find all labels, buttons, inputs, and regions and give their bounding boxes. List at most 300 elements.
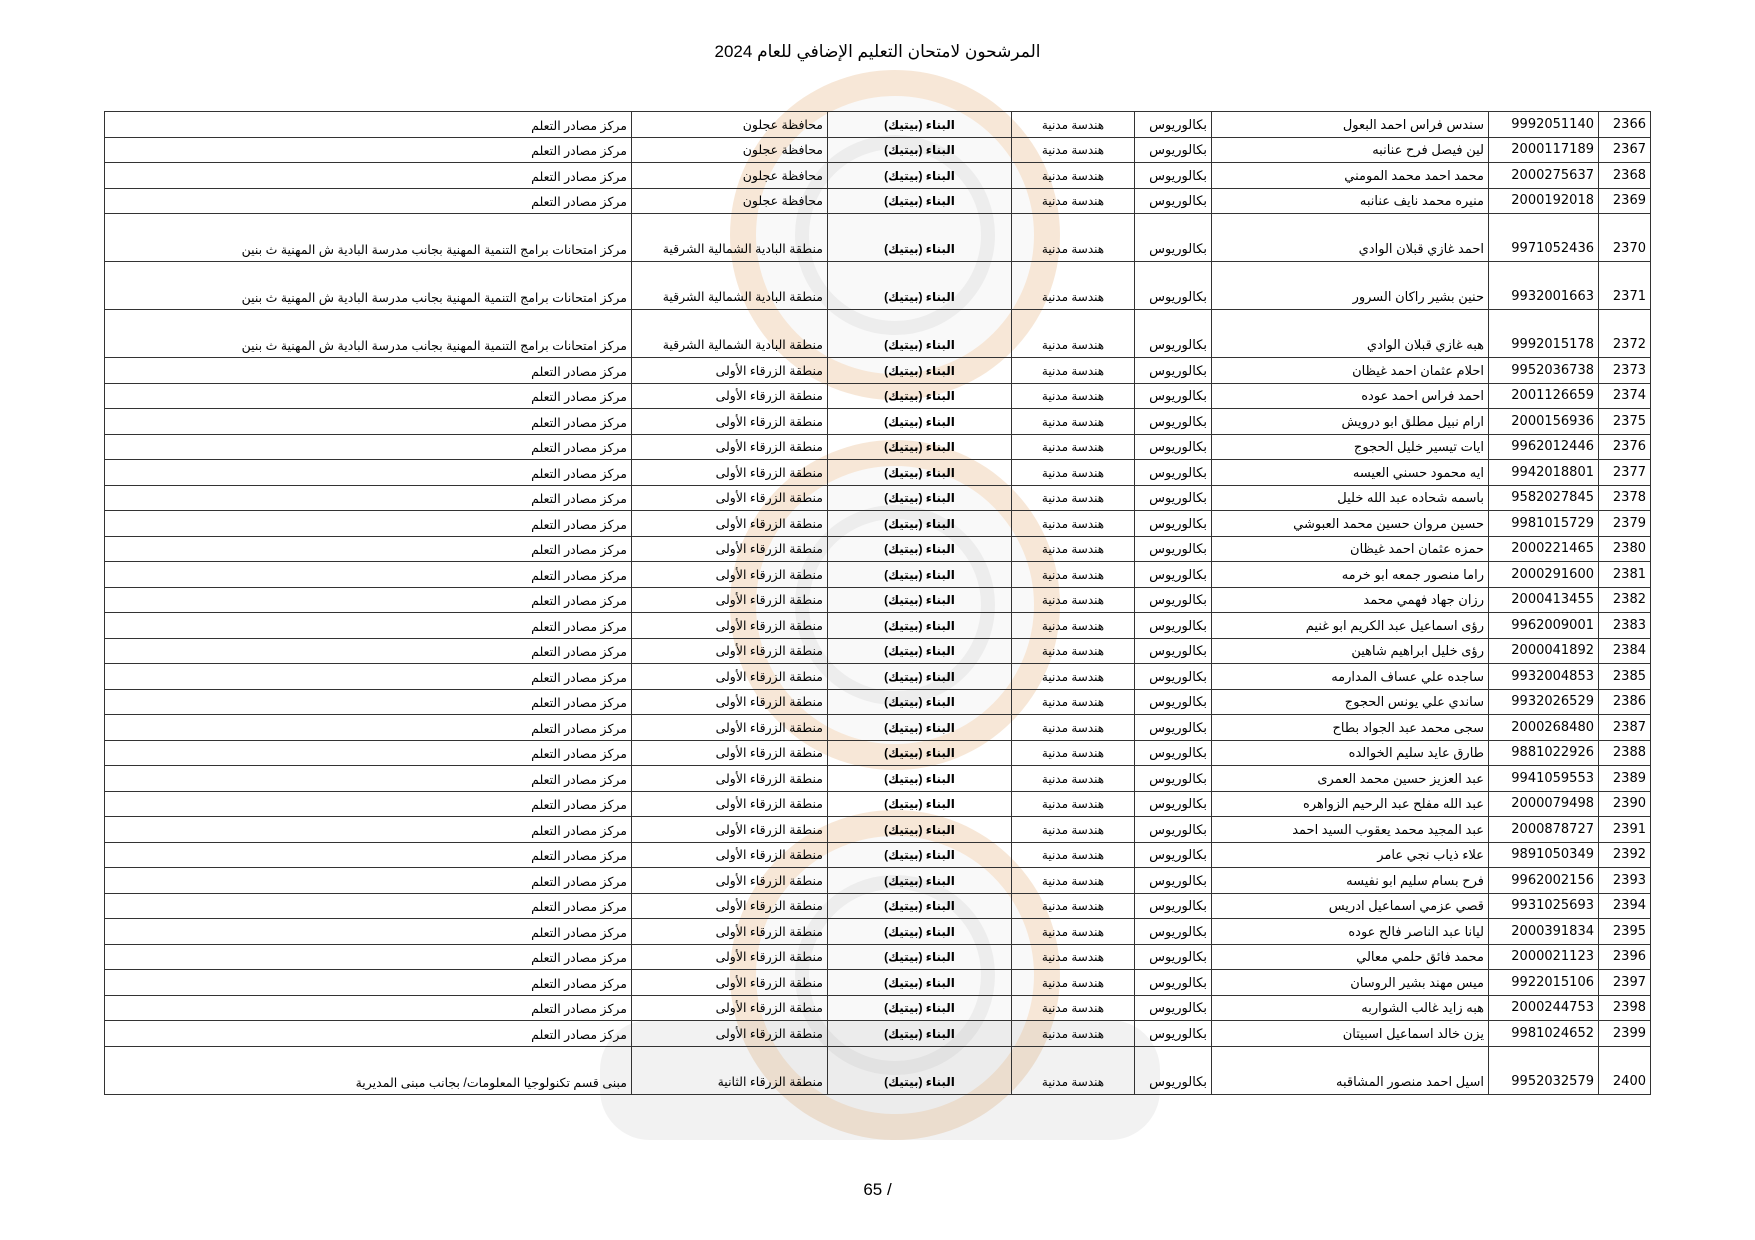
candidate-name-cell: احلام عثمان احمد غيظان xyxy=(1212,358,1489,384)
directorate-cell: محافظة عجلون xyxy=(632,188,828,214)
specialization-cell: البناء (بيتيك) xyxy=(828,893,1012,919)
exam-location-cell: مركز مصادر التعلم xyxy=(105,587,632,613)
directorate-cell: محافظة عجلون xyxy=(632,163,828,189)
specialization-cell: البناء (بيتيك) xyxy=(828,664,1012,690)
exam-location-cell: مركز مصادر التعلم xyxy=(105,893,632,919)
table-row xyxy=(105,188,1651,214)
degree-cell: بكالوريوس xyxy=(1135,842,1212,868)
directorate-cell: منطقة الزرقاء الأولى xyxy=(632,995,828,1021)
candidate-name-cell: لين فيصل فرح عنانبه xyxy=(1212,137,1489,163)
specialization-cell: البناء (بيتيك) xyxy=(828,587,1012,613)
exam-location-cell: مركز مصادر التعلم xyxy=(105,689,632,715)
directorate-cell: منطقة الزرقاء الأولى xyxy=(632,689,828,715)
directorate-cell: منطقة الزرقاء الأولى xyxy=(632,536,828,562)
seat-number-cell: 9922015106 xyxy=(1489,970,1599,996)
table-row xyxy=(105,485,1651,511)
major-cell: هندسة مدنية xyxy=(1012,766,1135,792)
directorate-cell: منطقة الزرقاء الأولى xyxy=(632,383,828,409)
specialization-cell: البناء (بيتيك) xyxy=(828,1046,1012,1094)
page-title: المرشحون لامتحان التعليم الإضافي للعام 2024 xyxy=(714,42,1041,61)
degree-cell: بكالوريوس xyxy=(1135,214,1212,262)
exam-location-cell: مركز مصادر التعلم xyxy=(105,970,632,996)
specialization-cell: البناء (بيتيك) xyxy=(828,536,1012,562)
degree-cell: بكالوريوس xyxy=(1135,262,1212,310)
major-cell: هندسة مدنية xyxy=(1012,536,1135,562)
row-index-cell: 2374 xyxy=(1599,383,1651,409)
major-cell: هندسة مدنية xyxy=(1012,919,1135,945)
seat-number-cell: 9962012446 xyxy=(1489,434,1599,460)
table-row xyxy=(105,536,1651,562)
directorate-cell: منطقة الزرقاء الأولى xyxy=(632,842,828,868)
specialization-cell: البناء (بيتيك) xyxy=(828,638,1012,664)
degree-cell: بكالوريوس xyxy=(1135,485,1212,511)
candidate-name-cell: راما منصور جمعه ابو خرمه xyxy=(1212,562,1489,588)
candidate-name-cell: حسين مروان حسين محمد العبوشي xyxy=(1212,511,1489,537)
exam-location-cell: مركز مصادر التعلم xyxy=(105,188,632,214)
directorate-cell: منطقة الزرقاء الأولى xyxy=(632,944,828,970)
directorate-cell: منطقة الزرقاء الأولى xyxy=(632,766,828,792)
seat-number-cell: 9962002156 xyxy=(1489,868,1599,894)
candidate-name-cell: ساندي علي يونس الحجوج xyxy=(1212,689,1489,715)
table-row xyxy=(105,409,1651,435)
table-row xyxy=(105,766,1651,792)
candidate-name-cell: ليانا عبد الناصر فالح عوده xyxy=(1212,919,1489,945)
exam-location-cell: مركز مصادر التعلم xyxy=(105,766,632,792)
directorate-cell: منطقة الزرقاء الأولى xyxy=(632,740,828,766)
candidate-name-cell: احمد فراس احمد عوده xyxy=(1212,383,1489,409)
directorate-cell: منطقة الزرقاء الأولى xyxy=(632,613,828,639)
seat-number-cell: 9891050349 xyxy=(1489,842,1599,868)
seat-number-cell: 9931025693 xyxy=(1489,893,1599,919)
seat-number-cell: 2001126659 xyxy=(1489,383,1599,409)
major-cell: هندسة مدنية xyxy=(1012,434,1135,460)
candidate-name-cell: ساجده علي عساف المدارمه xyxy=(1212,664,1489,690)
directorate-cell: منطقة الزرقاء الأولى xyxy=(632,460,828,486)
candidate-name-cell: رزان جهاد فهمي محمد xyxy=(1212,587,1489,613)
seat-number-cell: 9971052436 xyxy=(1489,214,1599,262)
major-cell: هندسة مدنية xyxy=(1012,112,1135,138)
seat-number-cell: 2000878727 xyxy=(1489,817,1599,843)
degree-cell: بكالوريوس xyxy=(1135,689,1212,715)
table-row xyxy=(105,434,1651,460)
directorate-cell: محافظة عجلون xyxy=(632,137,828,163)
row-index-cell: 2395 xyxy=(1599,919,1651,945)
directorate-cell: منطقة الزرقاء الأولى xyxy=(632,358,828,384)
table-row xyxy=(105,1021,1651,1047)
directorate-cell: منطقة الزرقاء الأولى xyxy=(632,485,828,511)
specialization-cell: البناء (بيتيك) xyxy=(828,995,1012,1021)
candidate-name-cell: هبه زايد غالب الشواربه xyxy=(1212,995,1489,1021)
row-index-cell: 2368 xyxy=(1599,163,1651,189)
row-index-cell: 2383 xyxy=(1599,613,1651,639)
row-index-cell: 2366 xyxy=(1599,112,1651,138)
candidate-name-cell: حمزه عثمان احمد غيظان xyxy=(1212,536,1489,562)
degree-cell: بكالوريوس xyxy=(1135,715,1212,741)
table-row xyxy=(105,995,1651,1021)
directorate-cell: منطقة البادية الشمالية الشرقية xyxy=(632,262,828,310)
major-cell: هندسة مدنية xyxy=(1012,893,1135,919)
seat-number-cell: 9952036738 xyxy=(1489,358,1599,384)
candidate-name-cell: ايه محمود حسني العيسه xyxy=(1212,460,1489,486)
specialization-cell: البناء (بيتيك) xyxy=(828,817,1012,843)
exam-location-cell: مركز مصادر التعلم xyxy=(105,868,632,894)
exam-location-cell: مركز مصادر التعلم xyxy=(105,817,632,843)
seat-number-cell: 2000079498 xyxy=(1489,791,1599,817)
row-index-cell: 2378 xyxy=(1599,485,1651,511)
row-index-cell: 2388 xyxy=(1599,740,1651,766)
exam-location-cell: مركز مصادر التعلم xyxy=(105,919,632,945)
candidate-name-cell: قصي عزمي اسماعيل ادريس xyxy=(1212,893,1489,919)
exam-location-cell: مركز مصادر التعلم xyxy=(105,715,632,741)
table-body xyxy=(105,112,1651,1095)
row-index-cell: 2377 xyxy=(1599,460,1651,486)
degree-cell: بكالوريوس xyxy=(1135,740,1212,766)
major-cell: هندسة مدنية xyxy=(1012,842,1135,868)
major-cell: هندسة مدنية xyxy=(1012,817,1135,843)
directorate-cell: منطقة الزرقاء الأولى xyxy=(632,511,828,537)
major-cell: هندسة مدنية xyxy=(1012,409,1135,435)
seat-number-cell: 9952032579 xyxy=(1489,1046,1599,1094)
specialization-cell: البناء (بيتيك) xyxy=(828,689,1012,715)
candidate-name-cell: محمد فائق حلمي معالي xyxy=(1212,944,1489,970)
seat-number-cell: 2000156936 xyxy=(1489,409,1599,435)
row-index-cell: 2375 xyxy=(1599,409,1651,435)
degree-cell: بكالوريوس xyxy=(1135,944,1212,970)
seat-number-cell: 9981024652 xyxy=(1489,1021,1599,1047)
table-row xyxy=(105,791,1651,817)
candidate-name-cell: ايات تيسير خليل الحجوج xyxy=(1212,434,1489,460)
table-row xyxy=(105,842,1651,868)
row-index-cell: 2392 xyxy=(1599,842,1651,868)
specialization-cell: البناء (بيتيك) xyxy=(828,163,1012,189)
seat-number-cell: 9992051140 xyxy=(1489,112,1599,138)
exam-location-cell: مركز مصادر التعلم xyxy=(105,562,632,588)
degree-cell: بكالوريوس xyxy=(1135,613,1212,639)
specialization-cell: البناء (بيتيك) xyxy=(828,310,1012,358)
candidate-name-cell: منيره محمد نايف عنانبه xyxy=(1212,188,1489,214)
row-index-cell: 2391 xyxy=(1599,817,1651,843)
exam-location-cell: مركز امتحانات برامج التنمية المهنية بجانب مدرسة البادية ش المهنية ث بنين xyxy=(105,310,632,358)
seat-number-cell: 9881022926 xyxy=(1489,740,1599,766)
major-cell: هندسة مدنية xyxy=(1012,137,1135,163)
specialization-cell: البناء (بيتيك) xyxy=(828,358,1012,384)
candidate-name-cell: حنين بشير راكان السرور xyxy=(1212,262,1489,310)
page-number: 65 / xyxy=(863,1180,892,1199)
specialization-cell: البناء (بيتيك) xyxy=(828,613,1012,639)
table-row xyxy=(105,460,1651,486)
candidate-name-cell: فرح بسام سليم ابو نفيسه xyxy=(1212,868,1489,894)
degree-cell: بكالوريوس xyxy=(1135,536,1212,562)
specialization-cell: البناء (بيتيك) xyxy=(828,791,1012,817)
degree-cell: بكالوريوس xyxy=(1135,358,1212,384)
directorate-cell: منطقة الزرقاء الأولى xyxy=(632,409,828,435)
degree-cell: بكالوريوس xyxy=(1135,791,1212,817)
degree-cell: بكالوريوس xyxy=(1135,664,1212,690)
directorate-cell: منطقة الزرقاء الأولى xyxy=(632,970,828,996)
degree-cell: بكالوريوس xyxy=(1135,434,1212,460)
table-row xyxy=(105,163,1651,189)
candidate-name-cell: يزن خالد اسماعيل اسبيتان xyxy=(1212,1021,1489,1047)
major-cell: هندسة مدنية xyxy=(1012,664,1135,690)
table-row xyxy=(105,740,1651,766)
candidate-name-cell: اسيل احمد منصور المشاقبه xyxy=(1212,1046,1489,1094)
exam-location-cell: مركز مصادر التعلم xyxy=(105,842,632,868)
major-cell: هندسة مدنية xyxy=(1012,262,1135,310)
directorate-cell: منطقة الزرقاء الأولى xyxy=(632,1021,828,1047)
specialization-cell: البناء (بيتيك) xyxy=(828,188,1012,214)
degree-cell: بكالوريوس xyxy=(1135,817,1212,843)
exam-location-cell: مركز مصادر التعلم xyxy=(105,511,632,537)
row-index-cell: 2398 xyxy=(1599,995,1651,1021)
table-row xyxy=(105,137,1651,163)
exam-location-cell: مركز مصادر التعلم xyxy=(105,1021,632,1047)
seat-number-cell: 2000192018 xyxy=(1489,188,1599,214)
table-row xyxy=(105,893,1651,919)
exam-location-cell: مركز مصادر التعلم xyxy=(105,944,632,970)
degree-cell: بكالوريوس xyxy=(1135,638,1212,664)
row-index-cell: 2379 xyxy=(1599,511,1651,537)
exam-location-cell: مركز امتحانات برامج التنمية المهنية بجانب مدرسة البادية ش المهنية ث بنين xyxy=(105,262,632,310)
row-index-cell: 2376 xyxy=(1599,434,1651,460)
candidates-table-container xyxy=(104,111,1650,1095)
degree-cell: بكالوريوس xyxy=(1135,188,1212,214)
exam-location-cell: مركز مصادر التعلم xyxy=(105,409,632,435)
exam-location-cell: مركز مصادر التعلم xyxy=(105,638,632,664)
seat-number-cell: 9992015178 xyxy=(1489,310,1599,358)
specialization-cell: البناء (بيتيك) xyxy=(828,919,1012,945)
directorate-cell: منطقة الزرقاء الأولى xyxy=(632,562,828,588)
row-index-cell: 2369 xyxy=(1599,188,1651,214)
row-index-cell: 2389 xyxy=(1599,766,1651,792)
degree-cell: بكالوريوس xyxy=(1135,893,1212,919)
major-cell: هندسة مدنية xyxy=(1012,970,1135,996)
degree-cell: بكالوريوس xyxy=(1135,310,1212,358)
specialization-cell: البناء (بيتيك) xyxy=(828,562,1012,588)
degree-cell: بكالوريوس xyxy=(1135,562,1212,588)
row-index-cell: 2399 xyxy=(1599,1021,1651,1047)
major-cell: هندسة مدنية xyxy=(1012,587,1135,613)
seat-number-cell: 9941059553 xyxy=(1489,766,1599,792)
candidate-name-cell: سندس فراس احمد البعول xyxy=(1212,112,1489,138)
directorate-cell: منطقة الزرقاء الأولى xyxy=(632,664,828,690)
specialization-cell: البناء (بيتيك) xyxy=(828,409,1012,435)
specialization-cell: البناء (بيتيك) xyxy=(828,868,1012,894)
degree-cell: بكالوريوس xyxy=(1135,383,1212,409)
table-row xyxy=(105,664,1651,690)
degree-cell: بكالوريوس xyxy=(1135,511,1212,537)
row-index-cell: 2373 xyxy=(1599,358,1651,384)
seat-number-cell: 9932026529 xyxy=(1489,689,1599,715)
degree-cell: بكالوريوس xyxy=(1135,460,1212,486)
seat-number-cell: 9932004853 xyxy=(1489,664,1599,690)
specialization-cell: البناء (بيتيك) xyxy=(828,137,1012,163)
directorate-cell: منطقة الزرقاء الأولى xyxy=(632,817,828,843)
exam-location-cell: مركز مصادر التعلم xyxy=(105,137,632,163)
degree-cell: بكالوريوس xyxy=(1135,163,1212,189)
candidate-name-cell: عبد الله مفلح عبد الرحيم الزواهره xyxy=(1212,791,1489,817)
directorate-cell: منطقة الزرقاء الأولى xyxy=(632,919,828,945)
table-row xyxy=(105,689,1651,715)
directorate-cell: محافظة عجلون xyxy=(632,112,828,138)
row-index-cell: 2394 xyxy=(1599,893,1651,919)
major-cell: هندسة مدنية xyxy=(1012,868,1135,894)
row-index-cell: 2381 xyxy=(1599,562,1651,588)
major-cell: هندسة مدنية xyxy=(1012,511,1135,537)
major-cell: هندسة مدنية xyxy=(1012,460,1135,486)
row-index-cell: 2400 xyxy=(1599,1046,1651,1094)
exam-location-cell: مركز مصادر التعلم xyxy=(105,613,632,639)
specialization-cell: البناء (بيتيك) xyxy=(828,383,1012,409)
major-cell: هندسة مدنية xyxy=(1012,791,1135,817)
row-index-cell: 2367 xyxy=(1599,137,1651,163)
degree-cell: بكالوريوس xyxy=(1135,112,1212,138)
table-row xyxy=(105,868,1651,894)
directorate-cell: منطقة الزرقاء الأولى xyxy=(632,715,828,741)
specialization-cell: البناء (بيتيك) xyxy=(828,112,1012,138)
table-row xyxy=(105,638,1651,664)
row-index-cell: 2385 xyxy=(1599,664,1651,690)
table-row xyxy=(105,262,1651,310)
candidate-name-cell: رؤى اسماعيل عبد الكريم ابو غنيم xyxy=(1212,613,1489,639)
exam-location-cell: مركز مصادر التعلم xyxy=(105,664,632,690)
table-row xyxy=(105,587,1651,613)
exam-location-cell: مركز مصادر التعلم xyxy=(105,358,632,384)
seat-number-cell: 9932001663 xyxy=(1489,262,1599,310)
seat-number-cell: 2000021123 xyxy=(1489,944,1599,970)
seat-number-cell: 2000268480 xyxy=(1489,715,1599,741)
seat-number-cell: 2000117189 xyxy=(1489,137,1599,163)
degree-cell: بكالوريوس xyxy=(1135,766,1212,792)
table-row xyxy=(105,383,1651,409)
candidates-table xyxy=(104,111,1651,1095)
degree-cell: بكالوريوس xyxy=(1135,1046,1212,1094)
row-index-cell: 2387 xyxy=(1599,715,1651,741)
candidate-name-cell: ميس مهند بشير الروسان xyxy=(1212,970,1489,996)
degree-cell: بكالوريوس xyxy=(1135,409,1212,435)
major-cell: هندسة مدنية xyxy=(1012,562,1135,588)
major-cell: هندسة مدنية xyxy=(1012,1046,1135,1094)
directorate-cell: منطقة الزرقاء الأولى xyxy=(632,791,828,817)
exam-location-cell: مركز مصادر التعلم xyxy=(105,383,632,409)
row-index-cell: 2371 xyxy=(1599,262,1651,310)
major-cell: هندسة مدنية xyxy=(1012,163,1135,189)
seat-number-cell: 9942018801 xyxy=(1489,460,1599,486)
table-row xyxy=(105,310,1651,358)
table-row xyxy=(105,1046,1651,1094)
seat-number-cell: 2000041892 xyxy=(1489,638,1599,664)
directorate-cell: منطقة الزرقاء الأولى xyxy=(632,638,828,664)
specialization-cell: البناء (بيتيك) xyxy=(828,460,1012,486)
specialization-cell: البناء (بيتيك) xyxy=(828,262,1012,310)
table-row xyxy=(105,944,1651,970)
exam-location-cell: مركز مصادر التعلم xyxy=(105,740,632,766)
seat-number-cell: 2000221465 xyxy=(1489,536,1599,562)
candidate-name-cell: رؤى خليل ابراهيم شاهين xyxy=(1212,638,1489,664)
exam-location-cell: مركز مصادر التعلم xyxy=(105,995,632,1021)
seat-number-cell: 9981015729 xyxy=(1489,511,1599,537)
table-row xyxy=(105,613,1651,639)
specialization-cell: البناء (بيتيك) xyxy=(828,944,1012,970)
seat-number-cell: 9962009001 xyxy=(1489,613,1599,639)
specialization-cell: البناء (بيتيك) xyxy=(828,511,1012,537)
candidate-name-cell: علاء ذياب نجي عامر xyxy=(1212,842,1489,868)
row-index-cell: 2382 xyxy=(1599,587,1651,613)
row-index-cell: 2370 xyxy=(1599,214,1651,262)
directorate-cell: منطقة الزرقاء الأولى xyxy=(632,434,828,460)
table-row xyxy=(105,358,1651,384)
specialization-cell: البناء (بيتيك) xyxy=(828,1021,1012,1047)
candidate-name-cell: طارق عايد سليم الخوالده xyxy=(1212,740,1489,766)
specialization-cell: البناء (بيتيك) xyxy=(828,214,1012,262)
degree-cell: بكالوريوس xyxy=(1135,587,1212,613)
candidate-name-cell: عبد المجيد محمد يعقوب السيد احمد xyxy=(1212,817,1489,843)
exam-location-cell: مبنى قسم تكنولوجيا المعلومات/ بجانب مبنى المديرية xyxy=(105,1046,632,1094)
degree-cell: بكالوريوس xyxy=(1135,919,1212,945)
major-cell: هندسة مدنية xyxy=(1012,740,1135,766)
directorate-cell: منطقة الزرقاء الأولى xyxy=(632,893,828,919)
directorate-cell: منطقة البادية الشمالية الشرقية xyxy=(632,214,828,262)
major-cell: هندسة مدنية xyxy=(1012,689,1135,715)
degree-cell: بكالوريوس xyxy=(1135,995,1212,1021)
major-cell: هندسة مدنية xyxy=(1012,310,1135,358)
degree-cell: بكالوريوس xyxy=(1135,970,1212,996)
row-index-cell: 2393 xyxy=(1599,868,1651,894)
degree-cell: بكالوريوس xyxy=(1135,1021,1212,1047)
exam-location-cell: مركز مصادر التعلم xyxy=(105,163,632,189)
directorate-cell: منطقة البادية الشمالية الشرقية xyxy=(632,310,828,358)
specialization-cell: البناء (بيتيك) xyxy=(828,970,1012,996)
row-index-cell: 2390 xyxy=(1599,791,1651,817)
row-index-cell: 2372 xyxy=(1599,310,1651,358)
row-index-cell: 2386 xyxy=(1599,689,1651,715)
table-row xyxy=(105,214,1651,262)
exam-location-cell: مركز امتحانات برامج التنمية المهنية بجانب مدرسة البادية ش المهنية ث بنين xyxy=(105,214,632,262)
seat-number-cell: 2000244753 xyxy=(1489,995,1599,1021)
candidate-name-cell: هبه غازي قبلان الوادي xyxy=(1212,310,1489,358)
exam-location-cell: مركز مصادر التعلم xyxy=(105,536,632,562)
table-row xyxy=(105,112,1651,138)
candidate-name-cell: سجى محمد عبد الجواد بطاح xyxy=(1212,715,1489,741)
major-cell: هندسة مدنية xyxy=(1012,383,1135,409)
specialization-cell: البناء (بيتيك) xyxy=(828,842,1012,868)
directorate-cell: منطقة الزرقاء الأولى xyxy=(632,868,828,894)
major-cell: هندسة مدنية xyxy=(1012,613,1135,639)
table-row xyxy=(105,970,1651,996)
specialization-cell: البناء (بيتيك) xyxy=(828,715,1012,741)
candidate-name-cell: باسمه شحاده عبد الله خليل xyxy=(1212,485,1489,511)
degree-cell: بكالوريوس xyxy=(1135,137,1212,163)
major-cell: هندسة مدنية xyxy=(1012,995,1135,1021)
major-cell: هندسة مدنية xyxy=(1012,485,1135,511)
table-row xyxy=(105,715,1651,741)
table-row xyxy=(105,511,1651,537)
exam-location-cell: مركز مصادر التعلم xyxy=(105,434,632,460)
major-cell: هندسة مدنية xyxy=(1012,188,1135,214)
row-index-cell: 2397 xyxy=(1599,970,1651,996)
seat-number-cell: 2000391834 xyxy=(1489,919,1599,945)
major-cell: هندسة مدنية xyxy=(1012,1021,1135,1047)
major-cell: هندسة مدنية xyxy=(1012,214,1135,262)
table-row xyxy=(105,919,1651,945)
seat-number-cell: 2000291600 xyxy=(1489,562,1599,588)
specialization-cell: البناء (بيتيك) xyxy=(828,766,1012,792)
row-index-cell: 2384 xyxy=(1599,638,1651,664)
degree-cell: بكالوريوس xyxy=(1135,868,1212,894)
exam-location-cell: مركز مصادر التعلم xyxy=(105,460,632,486)
candidate-name-cell: محمد احمد محمد المومني xyxy=(1212,163,1489,189)
row-index-cell: 2380 xyxy=(1599,536,1651,562)
specialization-cell: البناء (بيتيك) xyxy=(828,740,1012,766)
